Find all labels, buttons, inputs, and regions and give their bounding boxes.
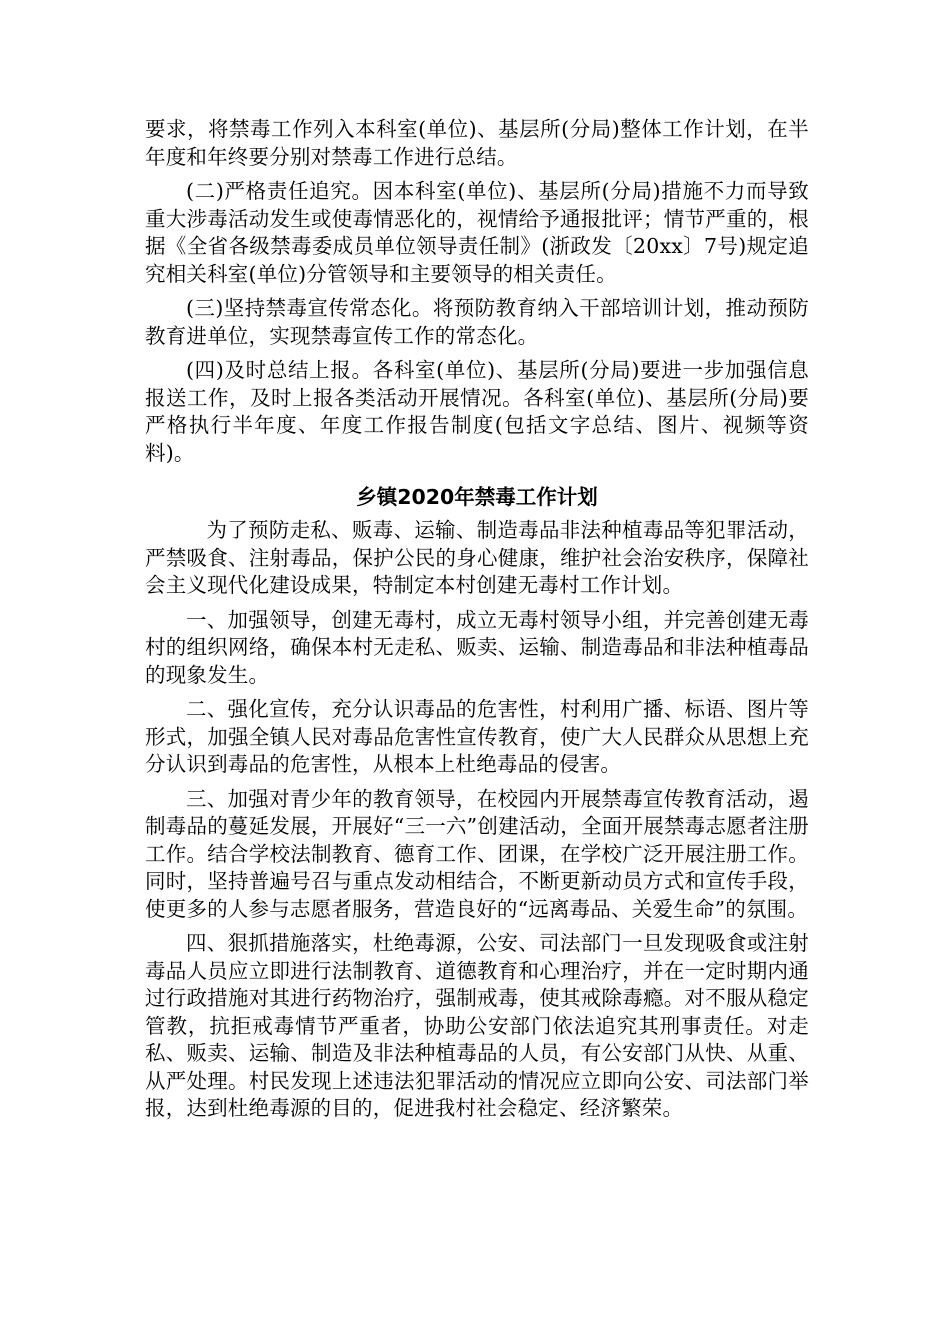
paragraph-intro: 为了预防走私、贩毒、运输、制造毒品非法种植毒品等犯罪活动，严禁吸食、注射毒品，保护公民的身心健康，维护社会治安秩序，保障社会主义现代化建设成果，特制定本村创建无毒村工作计划。 (145, 518, 809, 597)
paragraph-continuation: 要求，将禁毒工作列入本科室(单位)、基层所(分局)整体工作计划，在半年度和年终要分别对禁毒工作进行总结。 (145, 117, 809, 169)
paragraph-leadership: 一、加强领导，创建无毒村，成立无毒村领导小组，并完善创建无毒村的组织网络，确保本村无走私、贩卖、运输、制造毒品和非法种植毒品的现象发生。 (145, 607, 809, 687)
document-page (145, 116, 809, 1130)
paragraph-reporting: (四)及时总结上报。各科室(单位)、基层所(分局)要进一步加强信息报送工作，及时上报各类活动开展情况。各科室(单位)、基层所(分局)要严格执行半年度、年度工作报告制度(包括文字总结、图片、视频等资料)。 (145, 358, 809, 465)
paragraph-awareness: 二、强化宣传，充分认识毒品的危害性，村利用广播、标语、图片等形式，加强全镇人民对毒品危害性宣传教育，使广大人民群众从思想上充分认识到毒品的危害性，从根本上杜绝毒品的侵害。 (145, 697, 809, 776)
paragraph-publicity: (三)坚持禁毒宣传常态化。将预防教育纳入干部培训计划，推动预防教育进单位，实现禁毒宣传工作的常态化。 (145, 296, 809, 348)
paragraph-responsibility: (二)严格责任追究。因本科室(单位)、基层所(分局)措施不力而导致重大涉毒活动发生或使毒情恶化的，视情给予通报批评；情节严重的，根据《全省各级禁毒委成员单位领导责任制》(浙政发〔20xx〕7号)规定追究相关科室(单位)分管领导和主要领导的相关责任。 (145, 179, 809, 286)
paragraph-youth: 三、加强对青少年的教育领导，在校园内开展禁毒宣传教育活动，遏制毒品的蔓延发展，开展好“三一六”创建活动，全面开展禁毒志愿者注册工作。结合学校法制教育、德育工作、团课，在学校广泛开展注册工作。同时，坚持普遍号召与重点发动相结合，不断更新动员方式和宣传手段，使更多的人参与志愿者服务，营造良好的“远离毒品、关爱生命”的氛围。 (145, 786, 809, 921)
document-title: 乡镇2020年禁毒工作计划 (356, 485, 598, 509)
paragraph-measures: 四、狠抓措施落实，杜绝毒源，公安、司法部门一旦发现吸食或注射毒品人员应立即进行法制教育、道德教育和心理治疗，并在一定时期内通过行政措施对其进行药物治疗，强制戒毒，使其戒除毒瘾。对不服从稳定管教，抗拒戒毒情节严重者，协助公安部门依法追究其刑事责任。对走私、贩卖、运输、制造及非法种植毒品的人员，有公安部门从快、从重、从严处理。村民发现上述违法犯罪活动的情况应立即向公安、司法部门举报，达到杜绝毒源的目的，促进我村社会稳定、经济繁荣。 (145, 931, 809, 1120)
